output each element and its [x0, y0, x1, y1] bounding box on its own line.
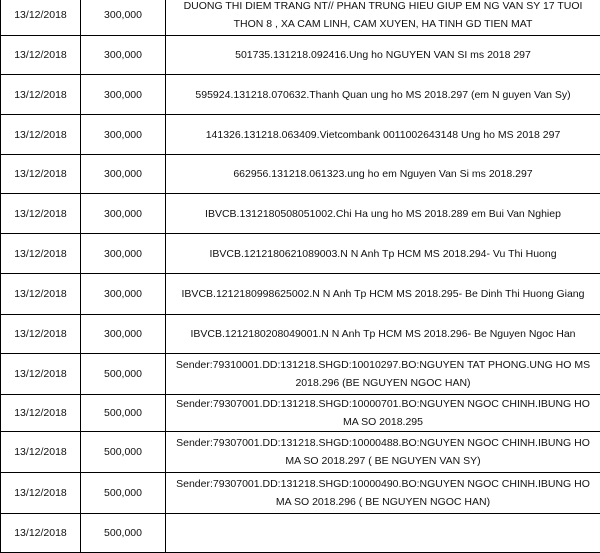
description-cell: Sender:79310001.DD:131218.SHGD:10010297.BO:NGUYEN TAT PHONG.UNG HO MS 2018.296 (BE NGUYEN NGOC HAN)	[166, 354, 600, 395]
amount-cell: 300,000	[81, 115, 166, 155]
table-row	[1, 155, 600, 194]
description-cell: Sender:79307001.DD:131218.SHGD:10000488.BO:NGUYEN NGOC CHINH.IBUNG HO MA SO 2018.297 ( BE NGUYEN VAN SY)	[166, 432, 600, 473]
amount-cell: 500,000	[81, 514, 166, 553]
amount-cell: 300,000	[81, 36, 166, 75]
description-cell: 141326.131218.063409.Vietcombank 0011002643148 Ung ho MS 2018 297	[166, 115, 600, 155]
description-cell: 501735.131218.092416.Ung ho NGUYEN VAN SI ms 2018 297	[166, 36, 600, 75]
date-cell: 13/12/2018	[1, 514, 81, 553]
description-cell: IBVCB.1212180998625002.N N Anh Tp HCM MS 2018.295- Be Dinh Thi Huong Giang	[166, 274, 600, 315]
table-row	[1, 432, 600, 473]
date-cell: 13/12/2018	[1, 432, 81, 473]
description-cell: 595924.131218.070632.Thanh Quan ung ho MS 2018.297 (em N guyen Van Sy)	[166, 75, 600, 115]
date-cell: 13/12/2018	[1, 0, 81, 36]
table-row	[1, 473, 600, 514]
table-row	[1, 354, 600, 395]
amount-cell: 300,000	[81, 194, 166, 234]
date-cell: 13/12/2018	[1, 395, 81, 432]
date-cell: 13/12/2018	[1, 115, 81, 155]
table-row	[1, 115, 600, 155]
date-cell: 13/12/2018	[1, 75, 81, 115]
table-row	[1, 395, 600, 432]
date-cell: 13/12/2018	[1, 194, 81, 234]
amount-cell: 300,000	[81, 315, 166, 354]
amount-cell: 300,000	[81, 274, 166, 315]
amount-cell: 300,000	[81, 155, 166, 194]
amount-cell: 300,000	[81, 0, 166, 36]
description-cell: 662956.131218.061323.ung ho em Nguyen Van Si ms 2018.297	[166, 155, 600, 194]
amount-cell: 500,000	[81, 395, 166, 432]
table-row	[1, 234, 600, 274]
table-row	[1, 274, 600, 315]
description-cell: DUONG THI DIEM TRANG NT// PHAN TRUNG HIEU GIUP EM NG VAN SY 17 TUOI THON 8 , XA CAM LINH, CAM XUYEN, HA TINH GD TIEN MAT	[166, 0, 600, 36]
amount-cell: 300,000	[81, 234, 166, 274]
table-row	[1, 194, 600, 234]
table-row	[1, 75, 600, 115]
description-cell: IBVCB.1312180508051002.Chi Ha ung ho MS 2018.289 em Bui Van Nghiep	[166, 194, 600, 234]
table-row	[1, 0, 600, 36]
description-cell: Sender:79307001.DD:131218.SHGD:10000490.BO:NGUYEN NGOC CHINH.IBUNG HO MA SO 2018.296 ( BE NGUYEN NGOC HAN)	[166, 473, 600, 514]
description-cell: IBVCB.1212180208049001.N N Anh Tp HCM MS 2018.296- Be Nguyen Ngoc Han	[166, 315, 600, 354]
date-cell: 13/12/2018	[1, 274, 81, 315]
table-row	[1, 514, 600, 553]
amount-cell: 500,000	[81, 432, 166, 473]
date-cell: 13/12/2018	[1, 473, 81, 514]
table-row	[1, 315, 600, 354]
amount-cell: 500,000	[81, 354, 166, 395]
date-cell: 13/12/2018	[1, 315, 81, 354]
table-row	[1, 36, 600, 75]
description-cell	[166, 514, 600, 553]
amount-cell: 500,000	[81, 473, 166, 514]
date-cell: 13/12/2018	[1, 155, 81, 194]
description-cell: Sender:79307001.DD:131218.SHGD:10000701.BO:NGUYEN NGOC CHINH.IBUNG HO MA SO 2018.295	[166, 395, 600, 432]
date-cell: 13/12/2018	[1, 234, 81, 274]
date-cell: 13/12/2018	[1, 354, 81, 395]
description-cell: IBVCB.1212180621089003.N N Anh Tp HCM MS 2018.294- Vu Thi Huong	[166, 234, 600, 274]
date-cell: 13/12/2018	[1, 36, 81, 75]
amount-cell: 300,000	[81, 75, 166, 115]
